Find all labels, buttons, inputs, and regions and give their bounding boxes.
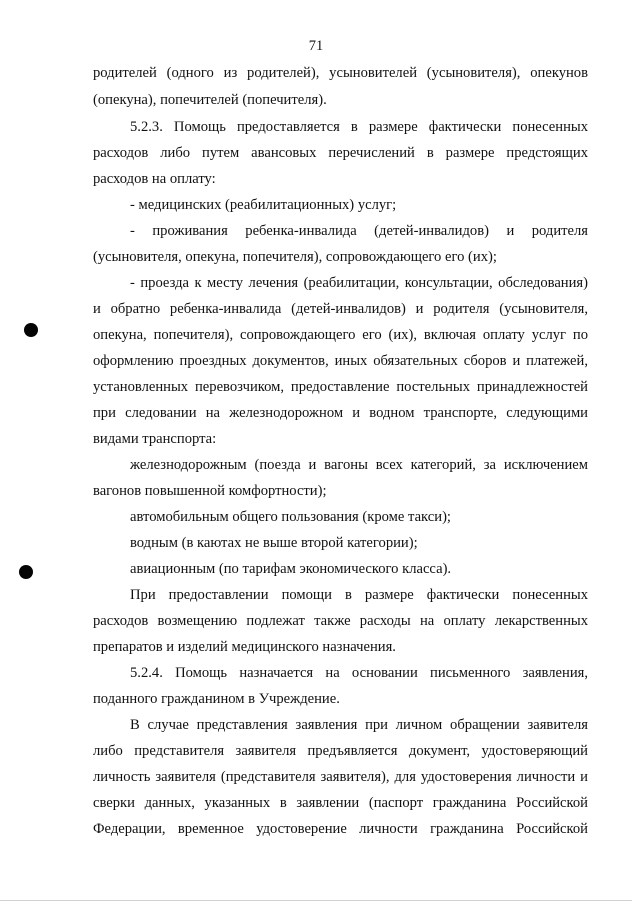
text-line: Федерации, временное удостоверение личности гражданина Российской <box>93 821 588 837</box>
text-line: опекуна, попечителя), сопровождающего его (их), включая оплату услуг по <box>93 327 588 343</box>
text-line: (усыновителя, опекуна, попечителя), сопровождающего его (их); <box>93 249 497 265</box>
text-line: препаратов и изделий медицинского назначения. <box>93 639 396 655</box>
text-line: вагонов повышенной комфортности); <box>93 483 327 499</box>
text-line: расходов возмещению подлежат также расходы на оплату лекарственных <box>93 613 588 629</box>
text-line: - проживания ребенка-инвалида (детей-инвалидов) и родителя <box>130 223 588 239</box>
text-line: расходов на оплату: <box>93 171 216 187</box>
text-line: при следовании на железнодорожном и водном транспорте, следующими <box>93 405 588 421</box>
text-line: сверки данных, указанных в заявлении (паспорт гражданина Российской <box>93 795 588 811</box>
bottom-rule <box>0 900 632 901</box>
text-line: родителей (одного из родителей), усыновителей (усыновителя), опекунов <box>93 65 588 81</box>
text-line: (опекуна), попечителей (попечителя). <box>93 92 327 108</box>
text-line: либо представителя заявителя предъявляется документ, удостоверяющий <box>93 743 588 759</box>
text-line: 5.2.4. Помощь назначается на основании письменного заявления, <box>130 665 588 681</box>
text-line: В случае представления заявления при личном обращении заявителя <box>130 717 588 733</box>
text-line: установленных перевозчиком, предоставление постельных принадлежностей <box>93 379 588 395</box>
text-line: - проезда к месту лечения (реабилитации, консультации, обследования) <box>130 275 588 291</box>
punch-hole-upper <box>24 323 38 337</box>
text-line: видами транспорта: <box>93 431 217 447</box>
text-line: водным (в каютах не выше второй категории); <box>130 535 418 551</box>
text-line: поданного гражданином в Учреждение. <box>93 691 340 707</box>
text-line: 5.2.3. Помощь предоставляется в размере фактически понесенных <box>130 119 588 135</box>
text-line: личность заявителя (представителя заявителя), для удостоверения личности и <box>93 769 588 785</box>
page-number: 71 <box>308 38 324 54</box>
text-line: оформлению проездных документов, иных обязательных сборов и платежей, <box>93 353 588 369</box>
text-line: автомобильным общего пользования (кроме такси); <box>130 509 451 525</box>
text-line: железнодорожным (поезда и вагоны всех категорий, за исключением <box>130 457 588 473</box>
text-line: При предоставлении помощи в размере фактически понесенных <box>130 587 588 603</box>
text-line: - медицинских (реабилитационных) услуг; <box>130 197 397 213</box>
text-line: и обратно ребенка-инвалида (детей-инвалидов) и родителя (усыновителя, <box>93 301 588 317</box>
text-line: расходов либо путем авансовых перечислений в размере предстоящих <box>93 145 588 161</box>
punch-hole-lower <box>19 565 33 579</box>
text-line: авиационным (по тарифам экономического класса). <box>130 561 452 577</box>
